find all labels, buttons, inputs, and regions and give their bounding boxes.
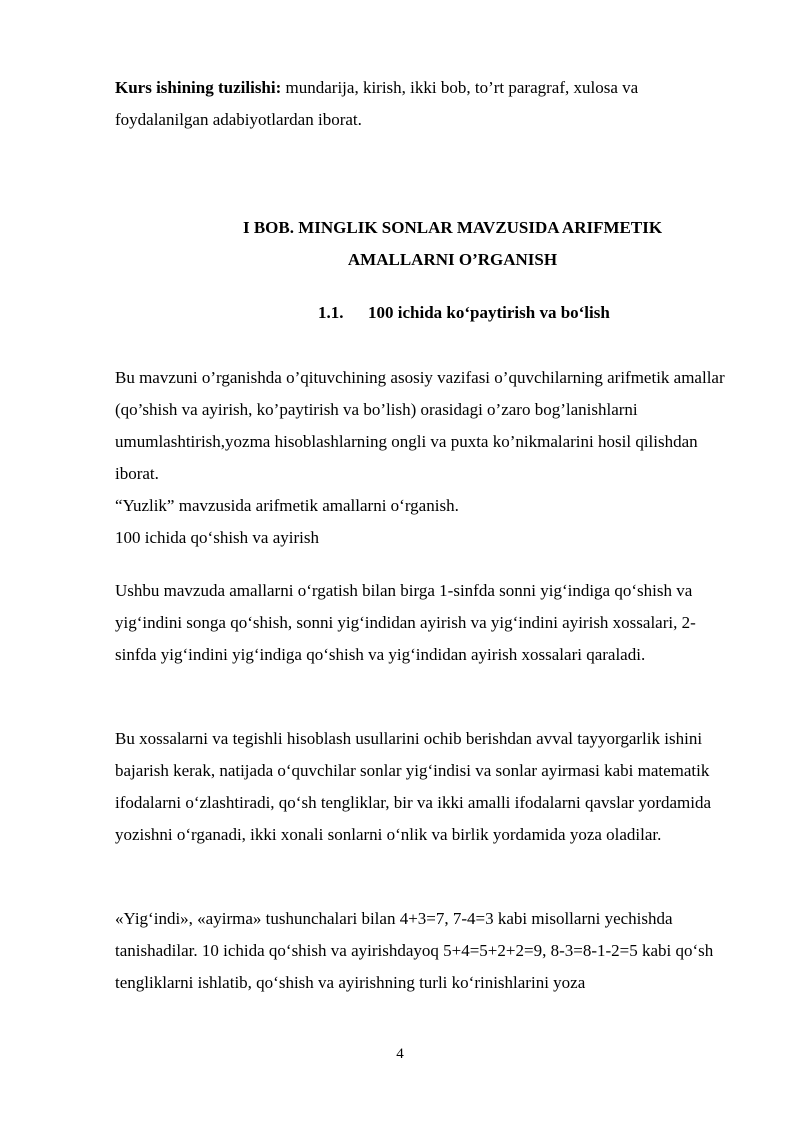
subtopic-line: 100 ichida qo‘shish va ayirish xyxy=(115,528,319,547)
chapter-heading-line-1: I BOB. MINGLIK SONLAR MAVZUSIDA ARIFMETIK xyxy=(242,218,663,237)
section-number: 1.1. xyxy=(318,303,344,322)
course-structure-paragraph xyxy=(115,72,735,136)
paragraph-text: Bu xossalarni va tegishli hisoblash usullarini ochib berishdan avval tayyorgarlik ishini bajarish kerak, natijada o‘quvchilar sonlar yig‘indisi va sonlar ayirmasi kabi matematik ifodalarni o‘zlashtiradi, qo‘sh tengliklar, bir va ikki amalli ifodalarni qavslar yordamida yozishni o‘rganadi, ikki xonali sonlarni o‘nlik va birlik yordamida yoza oladilar. xyxy=(115,729,712,844)
body-paragraph-2 xyxy=(115,575,735,671)
body-paragraph-3 xyxy=(115,723,735,851)
course-structure-label: Kurs ishining tuzilishi: xyxy=(115,78,282,97)
body-paragraph-1 xyxy=(115,362,735,554)
section-title: 100 ichida ko‘paytirish va bo‘lish xyxy=(368,303,610,322)
paragraph-text: «Yig‘indi», «ayirma» tushunchalari bilan 4+3=7, 7-4=3 kabi misollarni yechishda tanishadilar. 10 ichida qo‘shish va ayirishdayoq 5+4=5+2+2=9, 8-3=8-1-2=5 kabi qo‘sh tengliklarni ishlatib, qo‘shish va ayirishning turli ko‘rinishlarini yoza xyxy=(115,909,714,992)
page-number: 4 xyxy=(396,1046,404,1062)
paragraph-text: Bu mavzuni o’rganishda o’qituvchining asosiy vazifasi o’quvchilarning arifmetik amallar (qo’shish va ayirish, ko’paytirish va bo’lish) orasidagi o’zaro bog’lanishlarni umumlashtirish,yozma hisoblashlarning ongli va puxta ko’nikmalarini hosil qilishdan iborat. xyxy=(115,368,725,483)
topic-line: “Yuzlik” mavzusida arifmetik amallarni o‘rganish. xyxy=(115,496,459,515)
chapter-heading xyxy=(115,212,790,276)
paragraph-text: Ushbu mavzuda amallarni o‘rgatish bilan birga 1-sinfda sonni yig‘indiga qo‘shish va yig‘indini songa qo‘shish, sonni yig‘indidan ayirish va yig‘indini ayirish xossalari, 2-sinfda yig‘indini yig‘indiga qo‘shish va yig‘indidan ayirish xossalari qaraladi. xyxy=(115,581,696,664)
section-heading xyxy=(318,297,610,329)
body-paragraph-4 xyxy=(115,903,735,999)
chapter-heading-line-2: AMALLARNI O’RGANISH xyxy=(347,250,558,269)
course-structure-text: mundarija, kirish, ikki bob, to’rt paragraf, xulosa va foydalanilgan adabiyotlardan iborat. xyxy=(115,78,639,129)
